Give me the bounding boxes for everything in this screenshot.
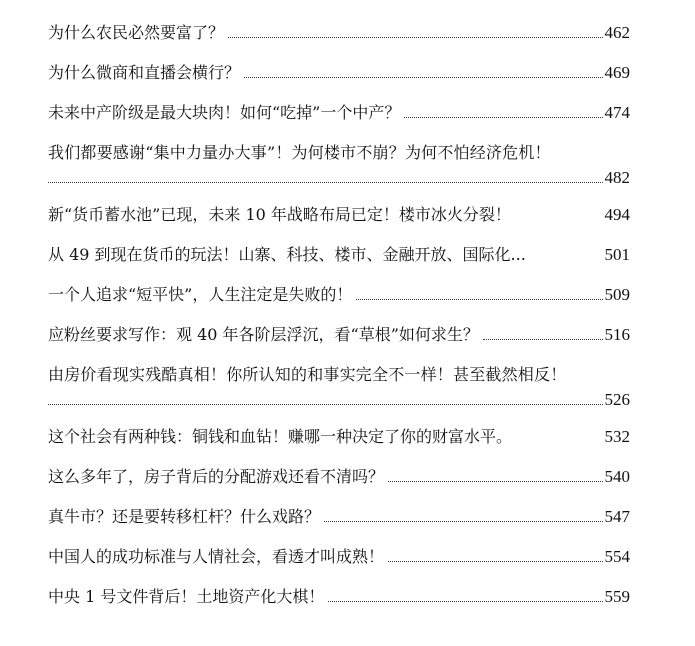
toc-entry-title: 为什么农民必然要富了？ [48,23,225,42]
toc-entry-title: 新“货币蓄水池”已现，未来 10 年战略布局已定！楼市冰火分裂！ [48,205,511,224]
toc-entry[interactable] [48,426,630,448]
dot-leader [388,481,602,482]
toc-entry-title: 未来中产阶级是最大块肉！如何“吃掉”一个中产？ [48,103,401,122]
toc-line [48,324,630,346]
table-of-contents [48,22,630,626]
toc-line [48,244,630,266]
toc-line [48,426,630,448]
toc-entry-page: 526 [604,390,630,409]
dot-leader [404,117,602,118]
dot-leader [324,521,602,522]
toc-entry[interactable] [48,142,630,189]
toc-entry[interactable] [48,62,630,84]
toc-line [48,546,630,568]
toc-entry-page: 540 [604,467,630,486]
toc-entry-title: 中央 1 号文件背后！土地资产化大棋！ [48,587,325,606]
toc-entry-title: 一个人追求“短平快”，人生注定是失败的！ [48,285,353,304]
toc-entry-title: 由房价看现实残酷真相！你所认知的和事实完全不一样！甚至截然相反！ [48,365,567,384]
dot-leader [388,561,602,562]
dot-leader [48,404,603,405]
toc-entry-page: 482 [604,168,630,187]
toc-entry-page: 559 [604,587,630,606]
dot-leader [356,299,602,300]
toc-entry-title: 这个社会有两种钱：铜钱和血钻！赚哪一种决定了你的财富水平。 [48,427,513,446]
toc-line [48,204,630,226]
toc-line [48,284,630,306]
toc-entry-page: 474 [604,103,630,122]
toc-entry-title: 真牛市？还是要转移杠杆？什么戏路？ [48,507,321,526]
toc-line [48,62,630,84]
toc-entry[interactable] [48,204,630,226]
toc-line [48,586,630,608]
toc-entry[interactable] [48,324,630,346]
toc-entry-title: 应粉丝要求写作：观 40 年各阶层浮沉，看“草根”如何求生？ [48,325,479,344]
toc-entry[interactable] [48,284,630,306]
toc-line [48,102,630,124]
toc-entry-page: 547 [604,507,630,526]
toc-entry[interactable] [48,102,630,124]
toc-entry-page: 509 [604,285,630,304]
toc-entry[interactable] [48,506,630,528]
toc-entry[interactable] [48,244,630,266]
toc-entry-page: 469 [604,63,630,82]
dot-leader [483,339,603,340]
toc-line [48,466,630,488]
toc-line [48,389,630,411]
toc-entry-page: 516 [604,325,630,344]
toc-entry-page: 462 [604,23,630,42]
toc-line [48,22,630,44]
toc-entry-page: 554 [604,547,630,566]
dot-leader [244,77,602,78]
toc-line [48,167,630,189]
toc-entry-title: 为什么微商和直播会横行？ [48,63,241,82]
dot-leader [48,182,603,183]
dot-leader [328,601,602,602]
toc-entry-title: 从 49 到现在货币的玩法！山寨、科技、楼市、金融开放、国际化... [48,245,526,264]
dot-leader [228,37,602,38]
toc-entry-page: 501 [604,245,630,264]
toc-line [48,506,630,528]
toc-entry[interactable] [48,546,630,568]
toc-entry-title: 这么多年了，房子背后的分配游戏还看不清吗？ [48,467,385,486]
toc-entry[interactable] [48,364,630,411]
toc-entry-page: 494 [604,205,630,224]
toc-entry[interactable] [48,22,630,44]
toc-entry-title: 我们都要感谢“集中力量办大事”！为何楼市不崩？为何不怕经济危机！ [48,143,551,162]
toc-entry-title: 中国人的成功标准与人情社会，看透才叫成熟！ [48,547,385,566]
toc-entry[interactable] [48,466,630,488]
toc-entry-page: 532 [604,427,630,446]
toc-entry[interactable] [48,586,630,608]
